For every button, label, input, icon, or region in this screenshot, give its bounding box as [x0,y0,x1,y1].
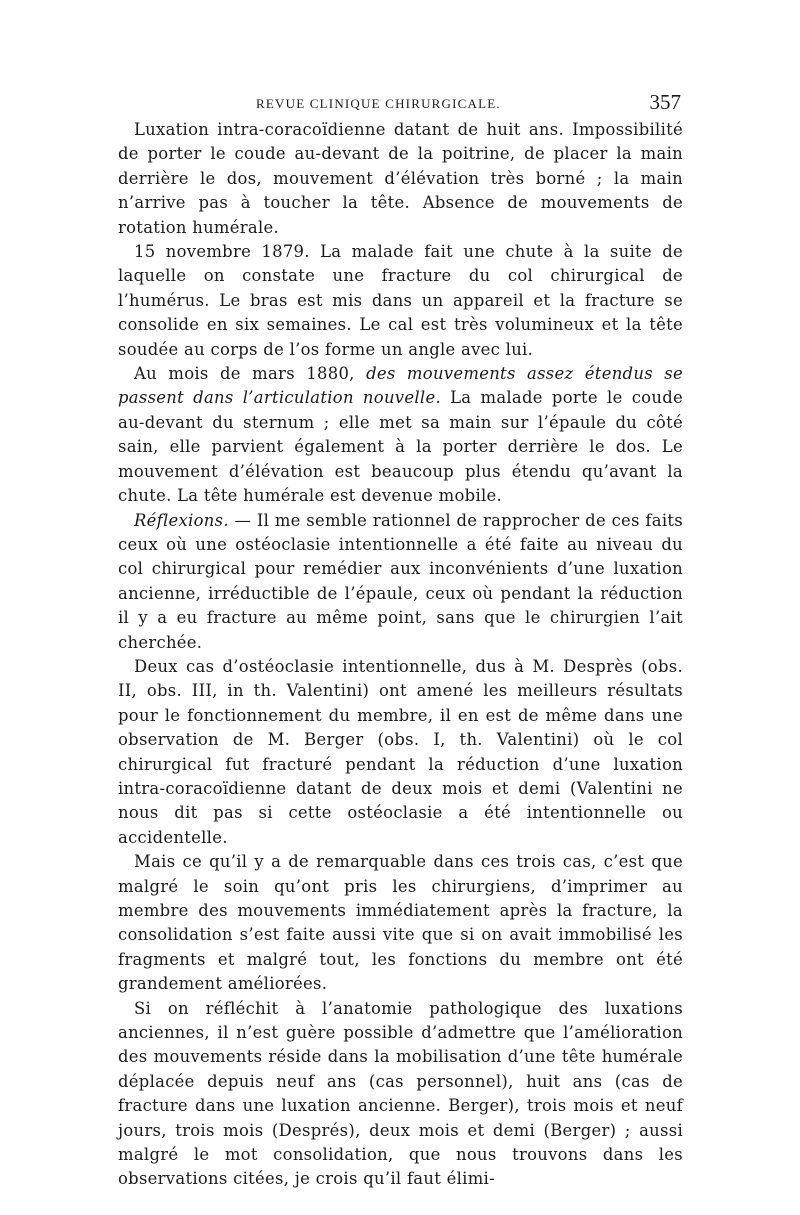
reflexions-heading: Réflexions. [134,510,229,530]
paragraph-3 [118,362,683,508]
paragraph-5: Deux cas d’ostéoclasie intentionnelle, dus à M. Desprès (obs. II, obs. III, in th. Valentini) ont amené les meilleurs résultats pour le fonctionnement du membre, il en est de même dans une observation de M. Berger (obs. I, th. Valentini) où le col chirurgical fut fracturé pendant la réduction d’une luxation intra-coracoïdienne datant de deux mois et demi (Valentini ne nous dit pas si cette ostéoclasie a été intentionnelle ou accidentelle. [118,656,683,847]
running-title: REVUE CLINIQUE CHIRURGICALE. [256,96,501,111]
paragraph-7: Si on réfléchit à l’anatomie pathologique des luxations anciennes, il n’est guère possible d’admettre que l’amélioration des mouvements réside dans la mobilisation d’une tête humérale déplacée depuis neuf ans (cas personnel), huit ans (cas de fracture dans une luxation ancienne. Berger), trois mois et neuf jours, trois mois (Després), deux mois et demi (Berger) ; aussi malgré le mot consolidation, que nous trouvons dans les observations citées, je crois qu’il faut élimi- [118,998,683,1189]
paragraph-6: Mais ce qu’il y a de remarquable dans ces trois cas, c’est que malgré le soin qu’ont pris les chirurgiens, d’imprimer au membre des mouvements immédiatement après la fracture, la consolidation s’est faite aussi vite que si on avait immobilisé les fragments et malgré tout, les fonctions du membre ont été grandement améliorées. [118,852,683,994]
paragraph-3-start: Au mois de mars 1880, [134,364,367,384]
body-text [118,118,683,1192]
paragraph-4 [118,509,683,655]
book-page [118,90,683,1192]
running-head [118,90,683,118]
page-number: 357 [649,90,681,114]
paragraph-1: Luxation intra-coracoïdienne datant de huit ans. Impossibilité de porter le coude au-devant de la poitrine, de placer la main derrière le dos, mouvement d’élévation très borné ; la main n’arrive pas à toucher la tête. Absence de mouvements de rotation humérale. [118,120,683,237]
paragraph-4-text: — Il me semble rationnel de rapprocher de ces faits ceux où une ostéoclasie intentionnelle a été faite au niveau du col chirurgical pour remédier aux inconvénients d’une luxation ancienne, irréductible de l’épaule, ceux où pendant la réduction il y a eu fracture au même point, sans que le chirurgien l’ait cherchée. [118,510,683,652]
paragraph-3-end: La malade porte le coude au-devant du sternum ; elle met sa main sur l’épaule du côté sain, elle parvient également à la porter derrière le dos. Le mouvement d’élévation est beaucoup plus étendu qu’avant la chute. La tête humérale est devenue mobile. [118,388,683,506]
paragraph-3-italic: des mouvements assez étendus se passent dans l’articulation nouvelle. [118,364,683,408]
paragraph-2: 15 novembre 1879. La malade fait une chute à la suite de laquelle on constate une fracture du col chirurgical de l’humérus. Le bras est mis dans un appareil et la fracture se consolide en six semaines. Le cal est très volumineux et la tête soudée au corps de l’os forme un angle avec lui. [118,242,683,359]
